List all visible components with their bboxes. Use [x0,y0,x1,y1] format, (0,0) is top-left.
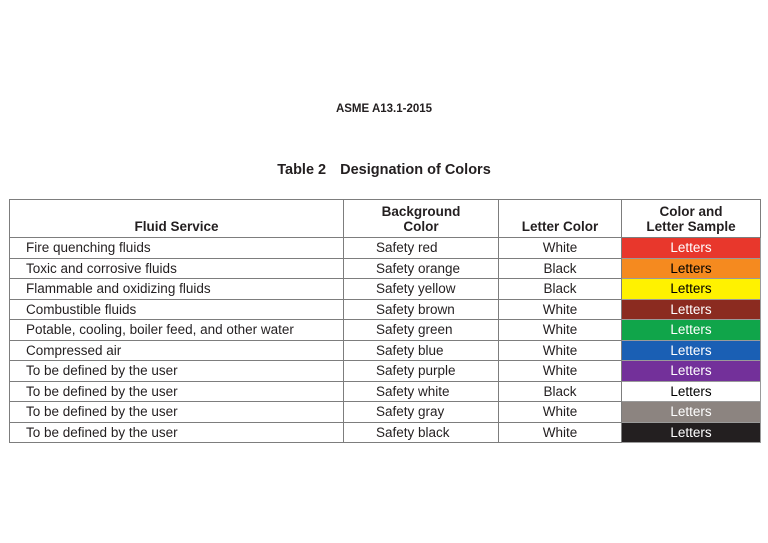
table-row [10,279,761,300]
letter-color-cell: Black [499,381,622,402]
fluid-service-cell: Flammable and oxidizing fluids [10,279,344,300]
background-color-cell: Safety gray [344,402,499,423]
letter-color-cell: White [499,238,622,259]
color-sample-cell: Letters [622,258,761,279]
color-sample-cell: Letters [622,238,761,259]
document-header: ASME A13.1-2015 [335,103,433,115]
color-designation-table [9,199,761,443]
letter-color-cell: White [499,402,622,423]
letter-color-cell: Black [499,279,622,300]
color-sample-cell: Letters [622,320,761,341]
letter-color-cell: White [499,299,622,320]
color-sample-cell: Letters [622,279,761,300]
table-row [10,299,761,320]
table-header-row [10,200,761,238]
table-row [10,320,761,341]
letter-color-cell: Black [499,258,622,279]
table-row [10,402,761,423]
fluid-service-cell: Potable, cooling, boiler feed, and other water [10,320,344,341]
table-row [10,258,761,279]
letter-color-cell: White [499,340,622,361]
color-sample-cell: Letters [622,381,761,402]
fluid-service-cell: To be defined by the user [10,402,344,423]
background-color-cell: Safety green [344,320,499,341]
background-color-cell: Safety brown [344,299,499,320]
background-color-cell: Safety yellow [344,279,499,300]
header-background-color-line2: Color [403,218,439,234]
header-color-and-letter-sample [622,200,761,238]
fluid-service-cell: Fire quenching fluids [10,238,344,259]
color-sample-cell: Letters [622,422,761,443]
background-color-cell: Safety orange [344,258,499,279]
letter-color-cell: White [499,361,622,382]
table-row [10,422,761,443]
color-sample-cell: Letters [622,402,761,423]
color-sample-cell: Letters [622,299,761,320]
table-row [10,340,761,361]
header-sample-line1: Color and [659,203,723,219]
fluid-service-cell: Compressed air [10,340,344,361]
table-number: Table 2 [277,162,327,178]
header-background-color-line1: Background [381,203,461,219]
table-row [10,361,761,382]
fluid-service-cell: Combustible fluids [10,299,344,320]
table-title-text: Designation of Colors [340,162,491,178]
header-background-color [344,200,499,238]
header-fluid-service: Fluid Service [10,200,344,238]
fluid-service-cell: To be defined by the user [10,381,344,402]
fluid-service-cell: To be defined by the user [10,422,344,443]
fluid-service-cell: Toxic and corrosive fluids [10,258,344,279]
color-sample-cell: Letters [622,361,761,382]
background-color-cell: Safety red [344,238,499,259]
background-color-cell: Safety white [344,381,499,402]
table-row [10,238,761,259]
background-color-cell: Safety blue [344,340,499,361]
background-color-cell: Safety black [344,422,499,443]
table-body [10,238,761,443]
table-row [10,381,761,402]
letter-color-cell: White [499,320,622,341]
color-sample-cell: Letters [622,340,761,361]
fluid-service-cell: To be defined by the user [10,361,344,382]
header-letter-color: Letter Color [499,200,622,238]
background-color-cell: Safety purple [344,361,499,382]
letter-color-cell: White [499,422,622,443]
table-title [0,162,768,178]
header-sample-line2: Letter Sample [646,218,736,234]
